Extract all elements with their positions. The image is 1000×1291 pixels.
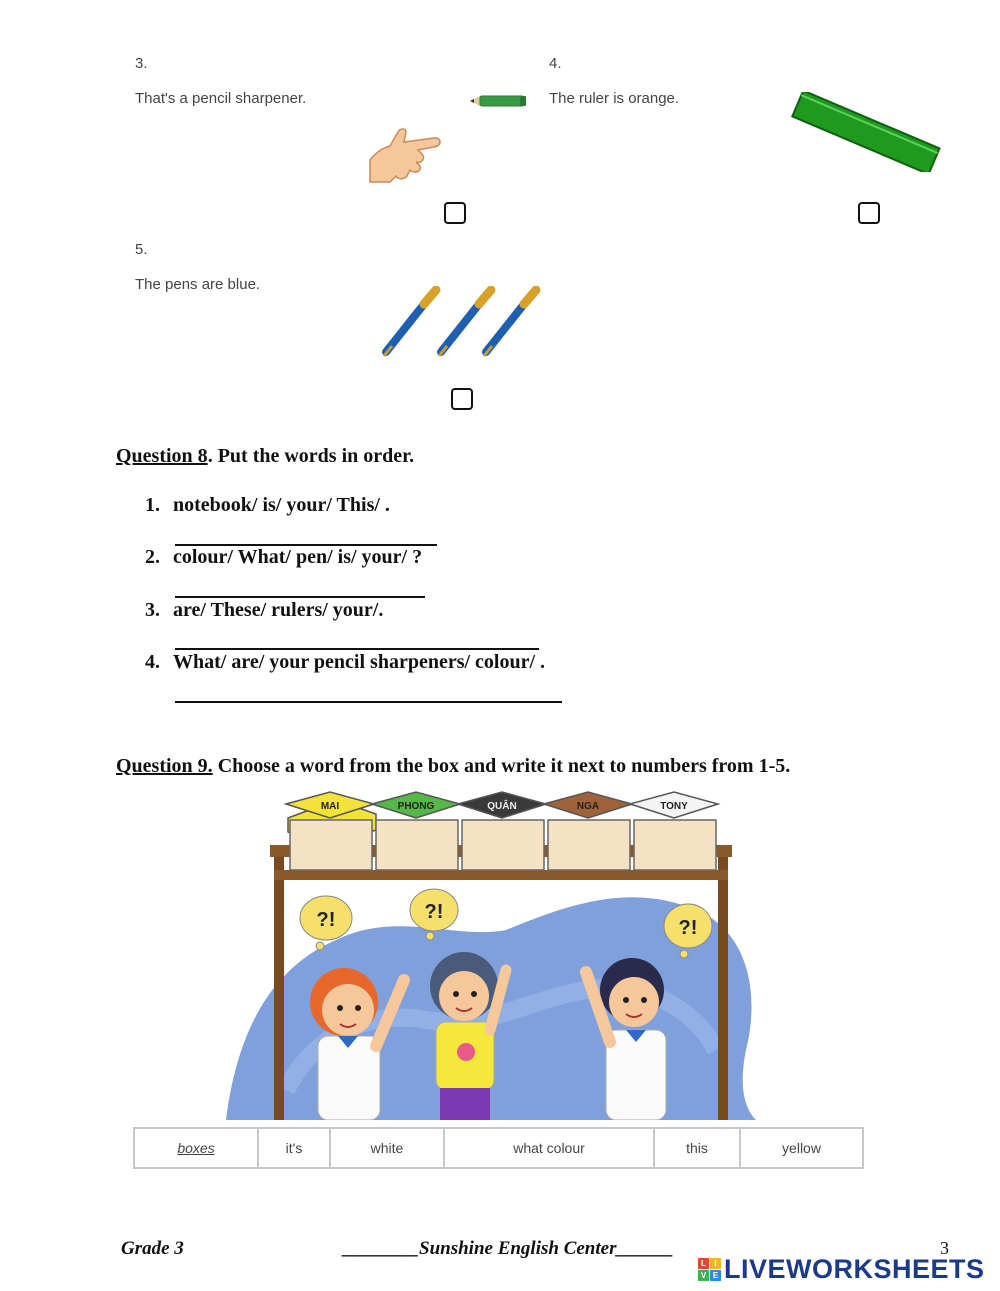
q8-item-1-text: notebook/ is/ your/ This/ . (173, 494, 390, 516)
q8-item-2 (145, 546, 422, 569)
box-label-tony: TONY (660, 801, 688, 812)
brand-logo-icon: L I V E (698, 1258, 721, 1281)
word-what-colour: what colour (444, 1128, 654, 1168)
question-8-heading (116, 445, 414, 468)
pointing-hand-icon (368, 122, 448, 184)
ruler-icon (788, 92, 943, 172)
checkbox-item-4[interactable] (858, 202, 880, 224)
question-8-label: Question 8 (116, 445, 208, 467)
question-9-label: Question 9. (116, 755, 213, 777)
item-4-number: 4. (549, 55, 562, 72)
bubble-text-right: ?! (678, 917, 698, 939)
page-number: 3 (940, 1238, 949, 1258)
q8-item-4-text: What/ are/ your pencil sharpeners/ colour/ . (173, 651, 546, 673)
q8-item-3 (145, 599, 383, 622)
word-bank-row (134, 1128, 863, 1168)
checkbox-item-3[interactable] (444, 202, 466, 224)
q8-answer-1-input[interactable] (175, 522, 437, 546)
word-yellow: yellow (740, 1128, 863, 1168)
checkbox-item-5[interactable] (451, 388, 473, 410)
boxes-shelf-illustration (226, 790, 766, 1120)
item-4-sentence: The ruler is orange. (549, 90, 680, 107)
item-5-sentence: The pens are blue. (135, 276, 261, 293)
word-this: this (654, 1128, 740, 1168)
word-white: white (330, 1128, 444, 1168)
pencil-icon (470, 94, 528, 108)
q8-answer-2-input[interactable] (175, 574, 425, 598)
word-bank-table (133, 1127, 864, 1169)
box-label-phong: PHONG (397, 801, 435, 812)
box-label-nga: NGA (576, 801, 600, 812)
footer-center: ________Sunshine English Center______ (343, 1238, 674, 1259)
box-label-mai: MAI (320, 801, 340, 812)
pens-icon (380, 286, 545, 358)
q8-answer-3-input[interactable] (175, 626, 539, 650)
bubble-text-left: ?! (316, 909, 336, 931)
q8-item-3-text: are/ These/ rulers/ your/. (173, 599, 384, 621)
q8-item-2-text: colour/ What/ pen/ is/ your/ ? (173, 546, 423, 568)
item-3-sentence: That's a pencil sharpener. (135, 90, 307, 107)
q8-item-1 (145, 494, 390, 517)
box-label-quan: QUÂN (487, 801, 517, 812)
brand-name: LIVEWORKSHEETS (724, 1254, 985, 1284)
question-8-instruction: . Put the words in order. (207, 445, 415, 467)
bubble-text-middle: ?! (424, 901, 444, 923)
liveworksheets-logo[interactable] (698, 1254, 985, 1285)
q8-item-4-number: 4. (145, 651, 160, 673)
item-5-number: 5. (135, 241, 148, 258)
word-its: it's (258, 1128, 330, 1168)
question-9-instruction: Choose a word from the box and write it next to numbers from 1-5. (212, 755, 791, 777)
word-boxes: boxes (134, 1128, 258, 1168)
q8-item-2-number: 2. (145, 546, 160, 568)
q8-item-3-number: 3. (145, 599, 160, 621)
item-3-number: 3. (135, 55, 148, 72)
footer-grade: Grade 3 (121, 1238, 184, 1259)
q8-item-1-number: 1. (145, 494, 160, 516)
q8-answer-4-input[interactable] (175, 679, 562, 703)
question-9-heading (116, 755, 790, 778)
q8-item-4 (145, 651, 545, 674)
